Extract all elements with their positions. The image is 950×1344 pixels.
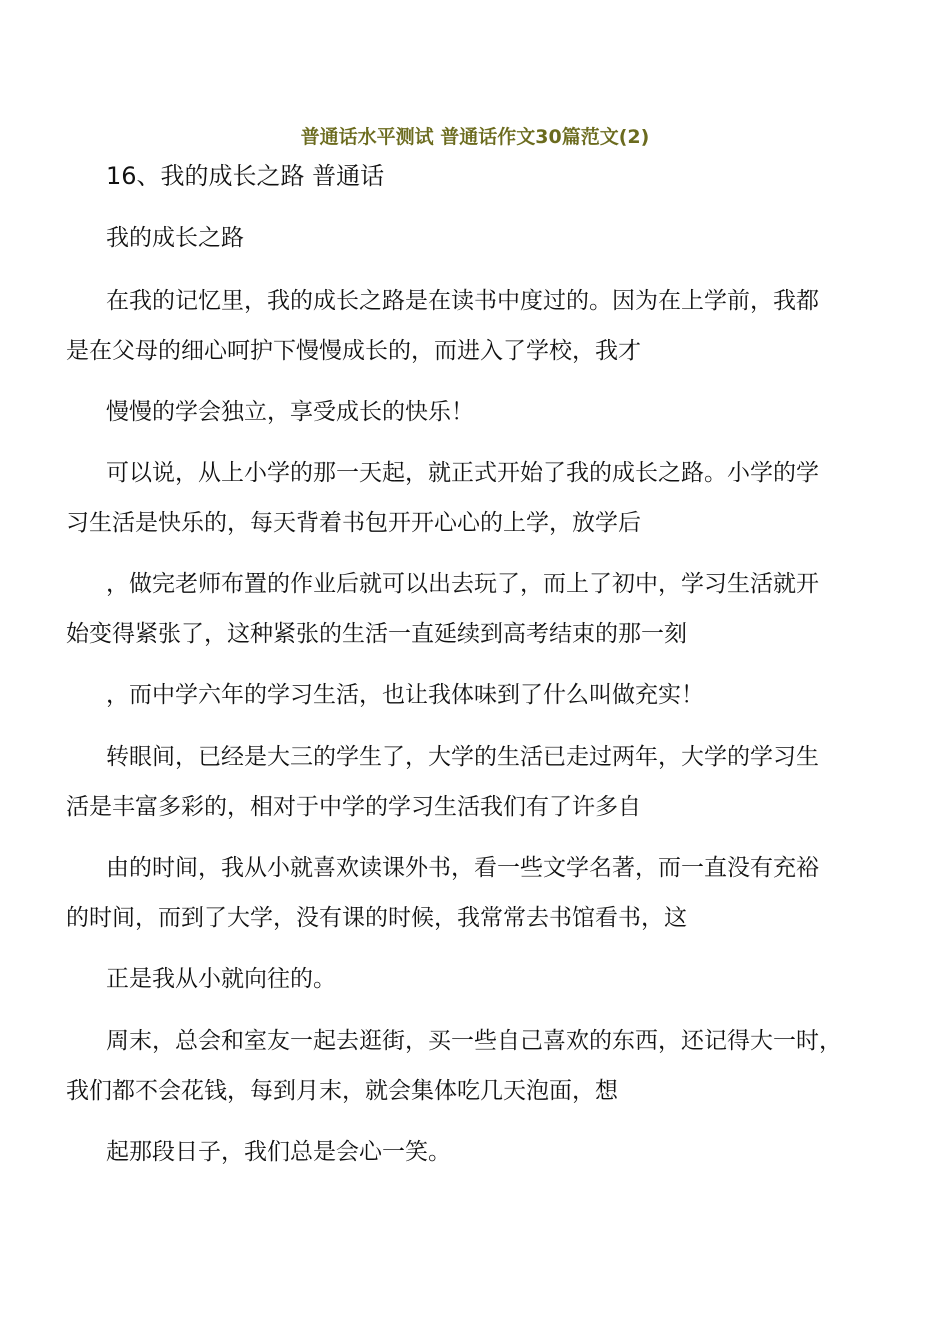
paragraph-line: 可以说，从上小学的那一天起，就正式开始了我的成长之路。小学的学 [106, 460, 819, 486]
paragraph-line: 习生活是快乐的，每天背着书包开开心心的上学，放学后 [66, 510, 641, 536]
paragraph-line: 正是我从小就向往的。 [106, 966, 336, 992]
paragraph-line: 始变得紧张了，这种紧张的生活一直延续到高考结束的那一刻 [66, 621, 687, 647]
paragraph-8 [66, 954, 886, 1004]
paragraph-line: ，做完老师布置的作业后就可以出去玩了，而上了初中，学习生活就开 [106, 571, 819, 597]
paragraph-line: 慢慢的学会独立，享受成长的快乐！ [106, 399, 474, 425]
paragraph-line: ，而中学六年的学习生活，也让我体味到了什么叫做充实！ [106, 682, 704, 708]
paragraph-10 [66, 1127, 886, 1177]
paragraph-line: 是在父母的细心呵护下慢慢成长的，而进入了学校，我才 [66, 338, 641, 364]
paragraph-line: 的时间，而到了大学，没有课的时候，我常常去书馆看书，这 [66, 905, 687, 931]
paragraph-4 [66, 559, 886, 659]
paragraph-2 [66, 387, 886, 437]
paragraph-line: 由的时间，我从小就喜欢读课外书，看一些文学名著，而一直没有充裕 [106, 855, 819, 881]
paragraph-line: 在我的记忆里，我的成长之路是在读书中度过的。因为在上学前，我都 [106, 288, 819, 314]
essay-title: 我的成长之路 [106, 225, 244, 251]
paragraph-line: 周末，总会和室友一起去逛街，买一些自己喜欢的东西，还记得大一时， [106, 1028, 842, 1054]
paragraph-1 [66, 276, 886, 376]
paragraph-line: 起那段日子，我们总是会心一笑。 [106, 1139, 451, 1165]
paragraph-7 [66, 843, 886, 943]
paragraph-6 [66, 732, 886, 832]
document-title: 普通话水平测试 普通话作文30篇范文(2) [300, 126, 650, 148]
section-heading: 16、我的成长之路 普通话 [106, 162, 385, 190]
paragraph-5 [66, 670, 886, 720]
paragraph-line: 活是丰富多彩的，相对于中学的学习生活我们有了许多自 [66, 794, 641, 820]
paragraph-line: 我们都不会花钱，每到月末，就会集体吃几天泡面，想 [66, 1078, 618, 1104]
paragraph-9 [66, 1016, 886, 1116]
paragraph-line: 转眼间，已经是大三的学生了，大学的生活已走过两年，大学的学习生 [106, 744, 819, 770]
paragraph-3 [66, 448, 886, 548]
